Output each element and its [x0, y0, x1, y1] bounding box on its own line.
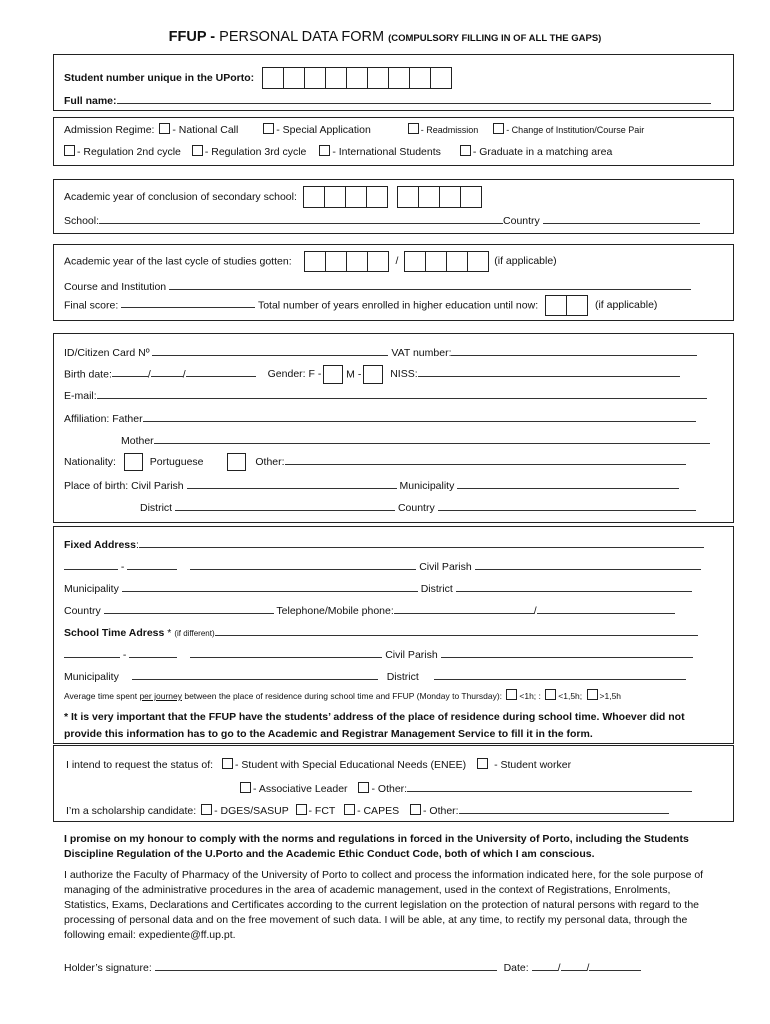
birth-parish-field[interactable]	[187, 477, 397, 489]
total-years-input[interactable]	[546, 295, 588, 316]
gt15h-checkbox[interactable]	[587, 689, 598, 700]
country-label: Country	[397, 502, 435, 514]
international-label: - International Students	[332, 146, 441, 158]
district-label: District	[140, 502, 173, 514]
fixed-address-field[interactable]	[139, 536, 704, 548]
section-admission	[53, 117, 734, 166]
id-card-field[interactable]	[152, 344, 388, 356]
final-score-label: Final score:	[64, 299, 119, 312]
birth-country-field[interactable]	[438, 499, 696, 511]
section-student-id	[53, 54, 734, 111]
other-scholarship-field[interactable]	[459, 802, 669, 814]
father-field[interactable]	[143, 410, 696, 422]
full-name-label: Full name:	[64, 95, 117, 107]
email-field[interactable]	[97, 387, 707, 399]
gender-m-checkbox[interactable]	[364, 365, 383, 384]
other-nationality-label: Other:	[255, 456, 285, 468]
admission-regime-label: Admission Regime:	[64, 124, 155, 136]
date-month-field[interactable]	[561, 959, 587, 971]
student-worker-checkbox[interactable]	[477, 758, 488, 769]
form-title: FFUP - PERSONAL DATA FORM (COMPULSORY FILLING IN OF ALL THE GAPS)	[168, 29, 602, 45]
place-of-birth-label: Place of birth: Civil Parish	[64, 480, 184, 492]
fct-label: - FCT	[308, 805, 336, 817]
birth-year-field[interactable]	[186, 365, 256, 377]
school-postal-code-2-field[interactable]	[129, 646, 177, 658]
school-time-address-field[interactable]	[215, 624, 698, 636]
if-different-label: (if different)	[174, 629, 215, 638]
change-institution-checkbox[interactable]	[493, 123, 504, 134]
portuguese-label: Portuguese	[149, 456, 204, 468]
slash: /	[182, 368, 186, 381]
father-label: Affiliation: Father	[64, 413, 143, 425]
regulation-2nd-label: - Regulation 2nd cycle	[77, 146, 181, 158]
school-country-field[interactable]	[543, 212, 700, 224]
section-status	[53, 745, 734, 822]
postal-code-2-field[interactable]	[127, 558, 177, 570]
dges-label: - DGES/SASUP	[214, 805, 289, 817]
email-label: E-mail:	[64, 390, 97, 402]
other-nationality-checkbox[interactable]	[228, 453, 246, 471]
vat-field[interactable]	[451, 344, 697, 356]
data-authorization: I authorize the Faculty of Pharmacy of the University of Porto to collect and process the information indicated here, for the sole purpose of managing of the administrative procedures in the area of academic management, used in the context of Registrations, Enrolments, Statistics, Exams, Declarations and Certificates according to the current legislation on the protection of natural persons with regard to the processing of personal data and on the free movement of such data. I will be able, at any time, to rectify my personal data, through the following email: expediente@ff.up.pt.	[64, 869, 704, 941]
date-day-field[interactable]	[532, 959, 558, 971]
school-label: School:	[64, 215, 100, 227]
student-number-input[interactable]	[263, 67, 452, 89]
mother-label: Mother	[121, 435, 154, 447]
section-personal	[53, 333, 734, 523]
readmission-checkbox[interactable]	[408, 123, 419, 134]
year-conclusion-start-input[interactable]	[304, 186, 388, 208]
regulation-3rd-checkbox[interactable]	[192, 145, 203, 156]
mother-field[interactable]	[154, 432, 710, 444]
civil-parish-label: Civil Parish	[419, 561, 472, 573]
average-time-label: Average time spent	[64, 691, 140, 701]
section-last-cycle	[53, 244, 734, 321]
lt1h-label: <1h; :	[519, 691, 541, 701]
if-applicable-label-2: (if applicable)	[594, 299, 658, 312]
school-civil-parish-field[interactable]	[441, 646, 693, 658]
district-field[interactable]	[456, 580, 692, 592]
telephone-field[interactable]	[394, 602, 534, 614]
country-field[interactable]	[104, 602, 274, 614]
other-scholarship-checkbox[interactable]	[410, 804, 421, 815]
last-cycle-start-input[interactable]	[305, 251, 389, 272]
honour-statement: I promise on my honour to comply with the norms and regulations in forced in the University of Porto, including the Students Discipline Regulation of the U.Porto and the Academic Ethic Conduct Code, both of which I am conscious.	[64, 833, 689, 860]
lt15h-checkbox[interactable]	[545, 689, 556, 700]
section-secondary-school	[53, 179, 734, 234]
niss-field[interactable]	[418, 365, 680, 377]
niss-label: NISS:	[390, 368, 418, 381]
scholarship-label: I’m a scholarship candidate:	[66, 805, 197, 817]
locality-field[interactable]	[190, 558, 416, 570]
nationality-label: Nationality:	[64, 456, 116, 468]
municipality-label: Municipality	[399, 480, 455, 492]
year-conclusion-label: Academic year of conclusion of secondary school:	[64, 190, 297, 203]
associative-leader-checkbox[interactable]	[240, 782, 251, 793]
capes-label: - CAPES	[357, 805, 400, 817]
associative-leader-label: - Associative Leader	[253, 783, 348, 795]
final-score-field[interactable]	[121, 296, 255, 308]
birth-district-field[interactable]	[175, 499, 395, 511]
signature-label: Holder’s signature:	[64, 962, 152, 974]
colon: :	[135, 539, 139, 551]
special-application-checkbox[interactable]	[263, 123, 274, 134]
dash: -	[120, 561, 125, 573]
asterisk: *	[164, 627, 172, 639]
school-time-address-label: School Time Adress	[64, 627, 165, 639]
civil-parish-field[interactable]	[475, 558, 701, 570]
lt1h-checkbox[interactable]	[506, 689, 517, 700]
school-field[interactable]	[99, 212, 503, 224]
average-time-label-2: between the place of residence during school time and FFUP (Monday to Thursday):	[181, 691, 503, 701]
birth-municipality-field[interactable]	[457, 477, 679, 489]
birth-day-field[interactable]	[112, 365, 148, 377]
portuguese-checkbox[interactable]	[125, 453, 143, 471]
district-label: District	[386, 671, 419, 683]
municipality-field[interactable]	[122, 580, 418, 592]
capes-checkbox[interactable]	[344, 804, 355, 815]
other-status-field[interactable]	[407, 780, 692, 792]
other-nationality-field[interactable]	[285, 453, 686, 465]
student-number-label: Student number unique in the UPorto:	[64, 71, 255, 84]
other-status-checkbox[interactable]	[358, 782, 369, 793]
date-label: Date:	[503, 962, 529, 974]
regulation-2nd-checkbox[interactable]	[64, 145, 75, 156]
section-address	[53, 526, 734, 744]
graduate-label: - Graduate in a matching area	[472, 146, 613, 158]
gt15h-label: >1,5h	[599, 691, 622, 701]
slash: /	[395, 255, 399, 268]
school-locality-field[interactable]	[190, 646, 382, 658]
change-institution-label: - Change of Institution/Course Pair	[506, 125, 645, 135]
district-label: District	[420, 583, 453, 595]
total-years-label: Total number of years enrolled in higher education until now:	[257, 299, 539, 312]
course-institution-field[interactable]	[169, 278, 691, 290]
postal-code-1-field[interactable]	[64, 558, 118, 570]
dges-checkbox[interactable]	[201, 804, 212, 815]
international-checkbox[interactable]	[319, 145, 330, 156]
fct-checkbox[interactable]	[296, 804, 307, 815]
school-postal-code-1-field[interactable]	[64, 646, 120, 658]
gender-label: Gender: F -	[267, 368, 322, 381]
signature-field[interactable]	[155, 959, 497, 971]
year-conclusion-end-input[interactable]	[398, 186, 482, 208]
fixed-address-label: Fixed Address	[64, 539, 136, 551]
birth-month-field[interactable]	[151, 365, 183, 377]
other-status-label: - Other:	[371, 783, 408, 795]
vat-label: VAT number:	[391, 347, 452, 359]
mobile-field[interactable]	[537, 602, 675, 614]
municipality-label: Municipality	[64, 671, 119, 683]
slash: /	[557, 962, 561, 974]
last-cycle-label: Academic year of the last cycle of studies gotten:	[64, 255, 292, 268]
date-year-field[interactable]	[589, 959, 641, 971]
slash: /	[147, 368, 151, 381]
student-worker-label: - Student worker	[494, 759, 572, 771]
course-institution-label: Course and Institution	[64, 281, 167, 293]
other-scholarship-label: - Other:	[423, 805, 459, 817]
telephone-label: Telephone/Mobile phone:	[276, 605, 394, 617]
id-card-label: ID/Citizen Card Nº	[64, 347, 150, 359]
municipality-label: Municipality	[64, 583, 119, 595]
dash: -	[122, 649, 127, 661]
regulation-3rd-label: - Regulation 3rd cycle	[204, 146, 307, 158]
full-name-field[interactable]	[117, 92, 711, 104]
school-municipality-field[interactable]	[132, 668, 378, 680]
enee-checkbox[interactable]	[222, 758, 233, 769]
national-call-label: - National Call	[172, 124, 239, 136]
country-label: Country	[64, 605, 101, 617]
slash: /	[586, 962, 590, 974]
civil-parish-label: Civil Parish	[385, 649, 438, 661]
special-application-label: - Special Application	[276, 124, 371, 136]
lt15h-label: <1,5h;	[558, 691, 583, 701]
per-journey-label: per journey	[139, 691, 182, 701]
last-cycle-end-input[interactable]	[405, 251, 489, 272]
gender-f-checkbox[interactable]	[324, 365, 343, 384]
country-label: Country	[503, 215, 540, 227]
school-district-field[interactable]	[434, 668, 686, 680]
national-call-checkbox[interactable]	[159, 123, 170, 134]
important-notice: * It is very important that the FFUP have the students’ address of the place of residence during school time. Whoever did not provide this information has to go to the Academic and Registrar Management Service to fill it in the form.	[64, 711, 685, 740]
birth-date-label: Birth date:	[64, 368, 112, 381]
enee-label: - Student with Special Educational Needs (ENEE)	[235, 759, 467, 771]
slash: /	[533, 605, 537, 617]
gender-m-label: M -	[346, 368, 362, 381]
graduate-checkbox[interactable]	[460, 145, 471, 156]
if-applicable-label: (if applicable)	[494, 255, 557, 268]
readmission-label: - Readmission	[420, 125, 479, 135]
intend-status-label: I intend to request the status of:	[66, 759, 214, 771]
